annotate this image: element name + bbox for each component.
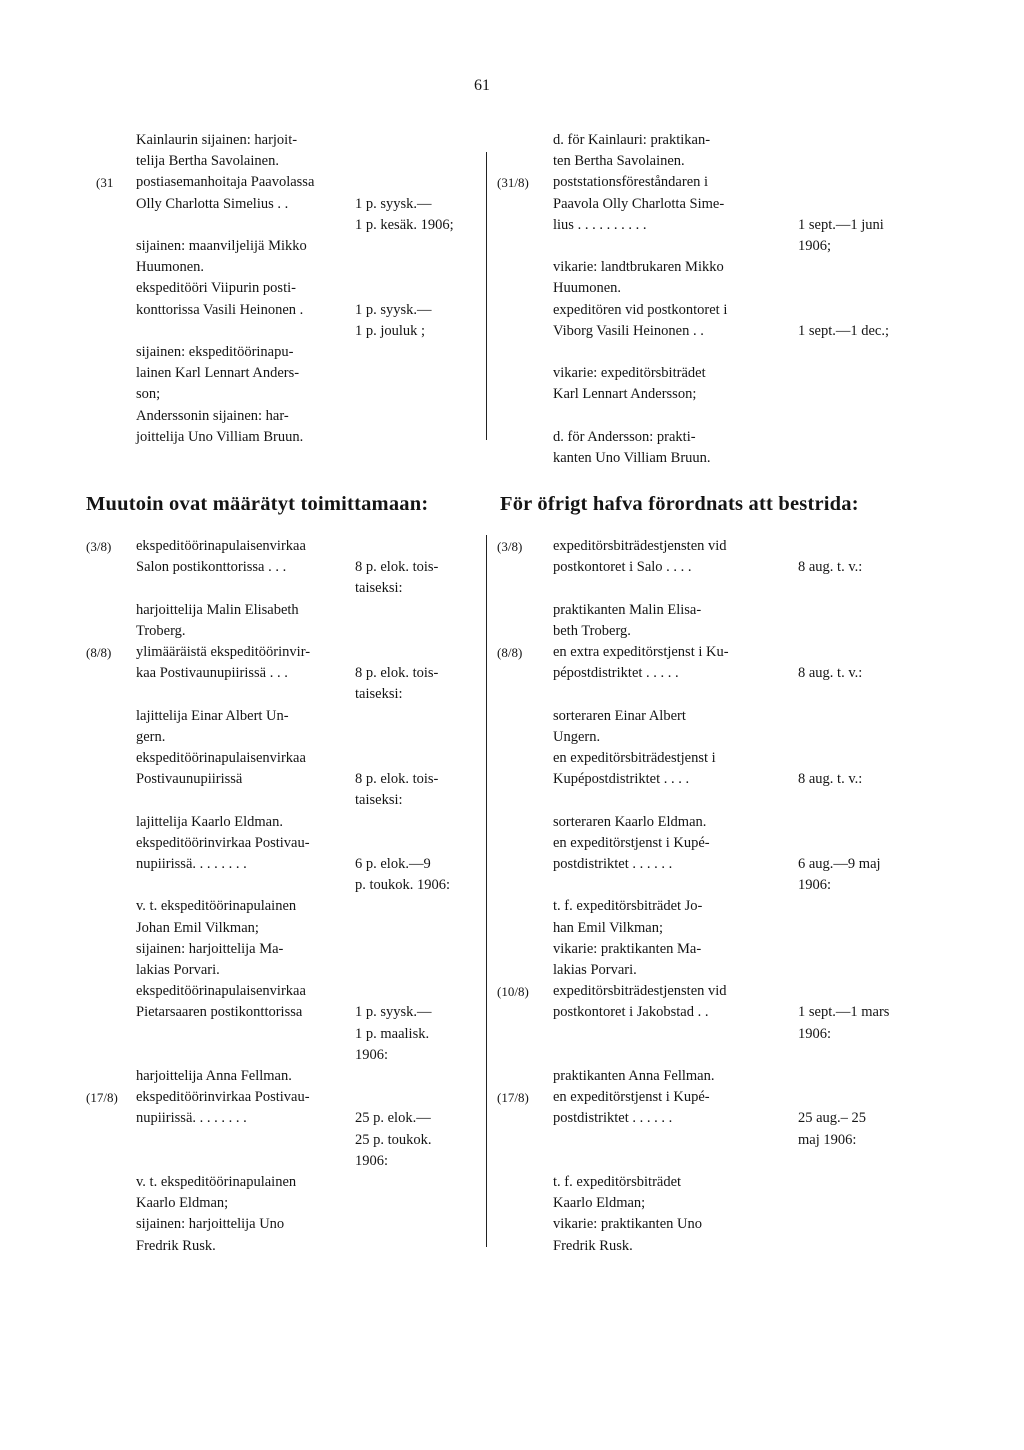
finnish-text-line: telija Bertha Savolainen. <box>136 153 279 170</box>
finnish-text-line: nupiirissä. . . . . . . . <box>136 1110 247 1127</box>
finnish-text-line: lakias Porvari. <box>136 962 220 978</box>
swedish-date: 1 sept.—1 juni <box>798 216 884 233</box>
finnish-text-line: v. t. ekspeditöörinapulainen <box>136 898 297 915</box>
finnish-text-line: lainen Karl Lennart Anders- <box>136 365 300 382</box>
swedish-text-line: Viborg Vasili Heinonen . . <box>553 322 704 339</box>
finnish-date: 8 p. elok. tois- <box>355 771 439 788</box>
bottom-column-rule <box>486 535 487 1247</box>
swedish-text-line: Paavola Olly Charlotta Sime- <box>553 195 725 212</box>
swedish-text-line: Huumonen. <box>553 280 622 297</box>
finnish-text-line: gern. <box>136 728 166 745</box>
finnish-date: 25 p. elok.— <box>355 1110 431 1127</box>
top-column-rule <box>486 152 487 440</box>
swedish-text-line: expeditören vid postkontoret i <box>553 301 728 318</box>
finnish-date: taiseksi: <box>355 580 403 597</box>
date-marker: (31 <box>96 175 114 191</box>
swedish-text-line: d. för Andersson: prakti- <box>553 428 696 445</box>
finnish-text-line: joittelija Uno Villiam Bruun. <box>136 428 304 445</box>
swedish-text-line: praktikanten Malin Elisa- <box>553 601 702 618</box>
finnish-text-line: ekspeditööri Viipurin posti- <box>136 280 296 297</box>
date-marker: (3/8) <box>86 539 112 554</box>
swedish-date: 1 sept.—1 dec.; <box>798 322 890 339</box>
swedish-text-line: Kaarlo Eldman; <box>553 1195 646 1212</box>
swedish-text-line: beth Troberg. <box>553 622 631 639</box>
finnish-text-line: Kaarlo Eldman; <box>136 1195 229 1212</box>
swedish-text-line: praktikanten Anna Fellman. <box>553 1068 715 1084</box>
swedish-text-line: vikarie: landtbrukaren Mikko <box>553 259 724 276</box>
date-marker: (8/8) <box>497 645 523 660</box>
finnish-text-line: sijainen: maanviljelijä Mikko <box>136 238 307 254</box>
finnish-text-line: lajittelija Kaarlo Eldman. <box>136 813 283 830</box>
swedish-text-line: pépostdistriktet . . . . . <box>553 665 679 682</box>
swedish-text-line: en expeditörsbiträdestjenst i <box>553 750 716 766</box>
date-marker: (17/8) <box>497 1090 529 1106</box>
finnish-date: 8 p. elok. tois- <box>355 559 439 576</box>
page-number: 61 <box>474 77 490 94</box>
finnish-text-line: v. t. ekspeditöörinapulainen <box>136 1174 297 1190</box>
swedish-text-line: postdistriktet . . . . . . <box>553 1110 673 1127</box>
finnish-text-line: Johan Emil Vilkman; <box>136 919 259 936</box>
date-marker: (8/8) <box>86 645 112 660</box>
finnish-text-line: Troberg. <box>136 622 186 639</box>
swedish-text-line: postdistriktet . . . . . . <box>553 856 673 872</box>
swedish-text-line: d. för Kainlauri: praktikan- <box>553 132 711 148</box>
finnish-text-line: kaa Postivaunupiirissä . . . <box>136 665 288 682</box>
swedish-text-line: en expeditörstjenst i Kupé- <box>553 834 710 851</box>
swedish-text-line: Fredrik Rusk. <box>553 1237 633 1254</box>
finnish-date: p. toukok. 1906: <box>355 877 451 894</box>
finnish-text-line: sijainen: harjoittelija Ma- <box>136 940 284 957</box>
date-marker: (3/8) <box>497 539 523 554</box>
finnish-date: 6 p. elok.—9 <box>355 856 431 872</box>
swedish-date: maj 1906: <box>798 1131 857 1148</box>
finnish-date: 8 p. elok. tois- <box>355 665 439 682</box>
swedish-text-line: ten Bertha Savolainen. <box>553 153 685 170</box>
heading-swedish: För öfrigt hafva förordnats att bestrida: <box>500 493 859 515</box>
swedish-text-line: vikarie: expeditörsbiträdet <box>553 365 706 382</box>
finnish-date: taiseksi: <box>355 792 403 809</box>
finnish-text-line: ekspeditöörinapulaisenvirkaa <box>136 538 306 554</box>
finnish-text-line: Huumonen. <box>136 259 205 276</box>
swedish-date: 1 sept.—1 mars <box>798 1004 890 1021</box>
finnish-text-line: lajittelija Einar Albert Un- <box>136 707 289 724</box>
finnish-date: 1906: <box>355 1152 389 1169</box>
finnish-date: 1 p. syysk.— <box>355 301 432 318</box>
swedish-text-line: Karl Lennart Andersson; <box>553 386 697 403</box>
swedish-date: 8 aug. t. v.: <box>798 665 863 682</box>
finnish-date: 1 p. syysk.— <box>355 1004 432 1021</box>
swedish-text-line: Kupépostdistriktet . . . . <box>553 771 690 788</box>
finnish-text-line: Fredrik Rusk. <box>136 1237 216 1254</box>
finnish-text-line: ylimääräistä ekspeditöörinvir- <box>136 644 311 660</box>
swedish-text-line: expeditörsbiträdestjensten vid <box>553 983 727 1000</box>
swedish-date: 6 aug.—9 maj <box>798 856 881 872</box>
swedish-text-line: han Emil Vilkman; <box>553 919 664 936</box>
finnish-text-line: ekspeditöörinapulaisenvirkaa <box>136 983 306 1000</box>
swedish-text-line: t. f. expeditörsbiträdet <box>553 1174 682 1190</box>
swedish-text-line: t. f. expeditörsbiträdet Jo- <box>553 898 703 915</box>
swedish-text-line: sorteraren Kaarlo Eldman. <box>553 813 707 830</box>
finnish-text-line: sijainen: ekspeditöörinapu- <box>136 344 294 360</box>
finnish-text-line: nupiirissä. . . . . . . . <box>136 856 247 872</box>
swedish-text-line: kanten Uno Villiam Bruun. <box>553 450 711 466</box>
finnish-text-line: Postivaunupiirissä <box>136 771 243 788</box>
swedish-text-line: en extra expeditörstjenst i Ku- <box>553 644 729 660</box>
swedish-text-line: lius . . . . . . . . . . <box>553 216 647 233</box>
finnish-date: 1 p. syysk.— <box>355 195 432 212</box>
finnish-text-line: Pietarsaaren postikonttorissa <box>136 1004 303 1021</box>
swedish-text-line: en expeditörstjenst i Kupé- <box>553 1089 710 1106</box>
finnish-text-line: Olly Charlotta Simelius . . <box>136 195 289 212</box>
swedish-date: 25 aug.– 25 <box>798 1110 867 1127</box>
date-marker: (10/8) <box>497 984 529 1000</box>
finnish-text-line: harjoittelija Malin Elisabeth <box>136 601 299 618</box>
finnish-date: 1 p. maalisk. <box>355 1025 430 1042</box>
finnish-date: 1906: <box>355 1046 389 1063</box>
swedish-text-line: poststationsföreståndaren i <box>553 174 709 191</box>
finnish-text-line: ekspeditöörinapulaisenvirkaa <box>136 750 306 766</box>
swedish-date: 1906; <box>798 238 832 254</box>
date-marker: (17/8) <box>86 1090 118 1106</box>
swedish-text-line: sorteraren Einar Albert <box>553 707 686 724</box>
heading-finnish: Muutoin ovat määrätyt toimittamaan: <box>86 493 429 515</box>
finnish-text-line: harjoittelija Anna Fellman. <box>136 1068 292 1084</box>
swedish-date: 8 aug. t. v.: <box>798 771 863 788</box>
finnish-date: 1 p. kesäk. 1906; <box>355 216 454 233</box>
swedish-text-line: vikarie: praktikanten Ma- <box>553 940 702 957</box>
finnish-text-line: Salon postikonttorissa . . . <box>136 559 287 576</box>
finnish-date: 25 p. toukok. <box>355 1131 432 1148</box>
swedish-text-line: postkontoret i Salo . . . . <box>553 559 692 576</box>
finnish-date: taiseksi: <box>355 686 403 703</box>
finnish-text-line: postiasemanhoitaja Paavolassa <box>136 174 315 191</box>
swedish-date: 8 aug. t. v.: <box>798 559 863 576</box>
swedish-text-line: expeditörsbiträdestjensten vid <box>553 538 727 554</box>
swedish-text-line: lakias Porvari. <box>553 962 637 978</box>
finnish-date: 1 p. jouluk ; <box>355 322 426 339</box>
finnish-text-line: Anderssonin sijainen: har- <box>136 407 289 424</box>
finnish-text-line: son; <box>136 386 161 403</box>
swedish-text-line: Ungern. <box>553 728 601 745</box>
finnish-text-line: ekspeditöörinvirkaa Postivau- <box>136 834 310 851</box>
finnish-text-line: konttorissa Vasili Heinonen . <box>136 301 304 318</box>
finnish-text-line: Kainlaurin sijainen: harjoit- <box>136 132 298 148</box>
date-marker: (31/8) <box>497 175 529 191</box>
swedish-date: 1906: <box>798 1025 832 1042</box>
finnish-text-line: ekspeditöörinvirkaa Postivau- <box>136 1089 310 1106</box>
finnish-text-line: sijainen: harjoittelija Uno <box>136 1216 285 1233</box>
swedish-date: 1906: <box>798 877 832 894</box>
swedish-text-line: vikarie: praktikanten Uno <box>553 1216 702 1233</box>
swedish-text-line: postkontoret i Jakobstad . . <box>553 1004 709 1021</box>
